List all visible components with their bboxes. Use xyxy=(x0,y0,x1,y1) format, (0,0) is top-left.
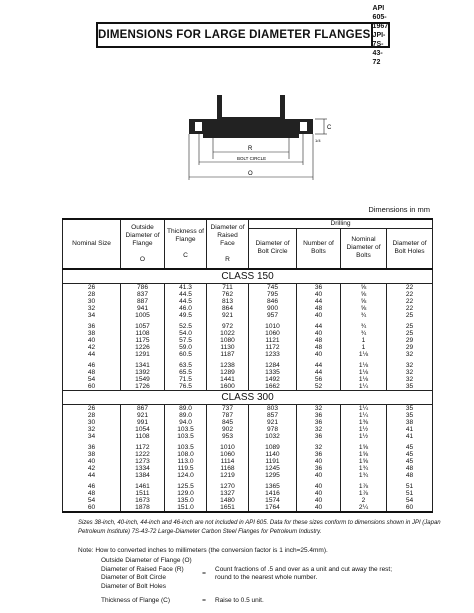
table-cell: 1673 xyxy=(121,497,165,504)
table-cell: 1461 xyxy=(121,483,165,490)
table-cell: 1416 xyxy=(249,490,297,497)
table-cell: 36 xyxy=(297,451,341,458)
table-cell: 786 xyxy=(121,283,165,291)
table-cell: 40 xyxy=(297,330,341,337)
table-cell: 25 xyxy=(387,312,433,319)
class-300-section xyxy=(63,390,433,512)
table-cell: 40 xyxy=(63,458,121,465)
col-thickness: Thickness of Flange C xyxy=(165,219,207,269)
table-cell: 60.5 xyxy=(165,351,207,358)
table-cell: 1 xyxy=(341,337,387,344)
thickness-label: Thickness of Flange (C) xyxy=(101,597,170,604)
table-cell: ¾ xyxy=(341,312,387,319)
table-row xyxy=(63,458,433,465)
table-cell: 44 xyxy=(297,298,341,305)
table-cell: 44 xyxy=(63,472,121,479)
table-cell: 1¾ xyxy=(341,472,387,479)
table-cell: 1289 xyxy=(207,369,249,376)
table-cell: 45 xyxy=(387,444,433,451)
table-cell: 745 xyxy=(249,283,297,291)
table-cell: 711 xyxy=(207,283,249,291)
table-cell: 1¾ xyxy=(341,465,387,472)
table-cell: 45 xyxy=(387,458,433,465)
table-cell: 1335 xyxy=(249,369,297,376)
table-cell: ⅝ xyxy=(341,291,387,298)
table-cell: 32 xyxy=(297,444,341,451)
table-cell: 2¼ xyxy=(341,504,387,512)
table-row xyxy=(63,504,433,512)
table-cell: 1384 xyxy=(121,472,165,479)
table-cell: 1⅞ xyxy=(341,490,387,497)
table-row xyxy=(63,298,433,305)
table-cell: 34 xyxy=(63,433,121,440)
table-row xyxy=(63,444,433,451)
table-row xyxy=(63,283,433,291)
table-row xyxy=(63,291,433,298)
class-150-section xyxy=(63,269,433,391)
table-cell: 1574 xyxy=(249,497,297,504)
conversion-rule-round: Count fractions of .5 and over as a unit and cut away the rest; round to the nearest whole number. xyxy=(215,565,393,581)
standard-jpi: JPI-7S-43-72 xyxy=(372,31,386,66)
table-cell: 1114 xyxy=(207,458,249,465)
table-row xyxy=(63,472,433,479)
table-cell: 51 xyxy=(387,490,433,497)
table-row xyxy=(63,483,433,490)
table-row xyxy=(63,376,433,383)
table-cell: 48 xyxy=(63,490,121,497)
table-cell: 40 xyxy=(63,337,121,344)
table-cell: 89.0 xyxy=(165,412,207,419)
table-cell: 44.5 xyxy=(165,298,207,305)
table-cell: 1¼ xyxy=(341,404,387,412)
dim-label-bolt-circle: BOLT CIRCLE xyxy=(237,156,267,161)
table-cell: 40 xyxy=(297,458,341,465)
table-cell: 63.5 xyxy=(165,362,207,369)
table-cell: 60 xyxy=(63,504,121,512)
table-cell: 25 xyxy=(387,323,433,330)
table-cell: 1187 xyxy=(207,351,249,358)
table-cell: 29 xyxy=(387,337,433,344)
table-cell: 103.5 xyxy=(165,426,207,433)
table-cell: 1⅛ xyxy=(341,351,387,358)
table-cell: 32 xyxy=(297,404,341,412)
table-row xyxy=(63,383,433,391)
table-cell: 30 xyxy=(63,298,121,305)
table-cell: 40 xyxy=(297,472,341,479)
table-cell: 837 xyxy=(121,291,165,298)
table-row xyxy=(63,323,433,330)
table-cell: 28 xyxy=(63,412,121,419)
table-cell: 1726 xyxy=(121,383,165,391)
table-cell: 900 xyxy=(249,305,297,312)
table-cell: 22 xyxy=(387,298,433,305)
table-cell: 1273 xyxy=(121,458,165,465)
table-cell: 36 xyxy=(297,412,341,419)
table-cell: 1⅝ xyxy=(341,444,387,451)
table-row xyxy=(63,305,433,312)
table-cell: 42 xyxy=(63,465,121,472)
table-cell: 29 xyxy=(387,344,433,351)
standard-reference xyxy=(372,4,389,66)
table-cell: 40 xyxy=(297,351,341,358)
table-cell: 26 xyxy=(63,404,121,412)
table-row xyxy=(63,330,433,337)
table-cell: 803 xyxy=(249,404,297,412)
table-row xyxy=(63,337,433,344)
table-cell: 48 xyxy=(387,472,433,479)
table-cell: 32 xyxy=(387,369,433,376)
table-cell: 1365 xyxy=(249,483,297,490)
dim-label-r: R xyxy=(248,146,253,152)
table-cell: 1 xyxy=(341,344,387,351)
table-row xyxy=(63,490,433,497)
table-cell: 44 xyxy=(297,362,341,369)
table-cell: 44 xyxy=(297,369,341,376)
table-cell: 34 xyxy=(63,312,121,319)
table-cell: 40 xyxy=(297,312,341,319)
table-cell: 25 xyxy=(387,330,433,337)
table-cell: 902 xyxy=(207,426,249,433)
table-cell: 60 xyxy=(387,504,433,512)
table-cell: 48 xyxy=(63,369,121,376)
table-cell: 1764 xyxy=(249,504,297,512)
table-cell: 795 xyxy=(249,291,297,298)
table-cell: 151.0 xyxy=(165,504,207,512)
conversion-note: Note: How to converted inches to millimeters (the conversion factor is 1 inch=25.4mm). xyxy=(78,547,328,554)
table-cell: 921 xyxy=(207,312,249,319)
table-cell: 867 xyxy=(121,404,165,412)
table-row xyxy=(63,419,433,426)
table-row xyxy=(63,412,433,419)
col-raised-face: Diameter of Raised Face R xyxy=(207,219,249,269)
table-cell: 32 xyxy=(387,351,433,358)
table-cell: 54.0 xyxy=(165,330,207,337)
table-cell: 1⅛ xyxy=(341,362,387,369)
table-cell: 1191 xyxy=(249,458,297,465)
table-cell: 48 xyxy=(297,337,341,344)
table-cell: 38 xyxy=(387,419,433,426)
table-cell: 32 xyxy=(63,305,121,312)
table-cell: 57.5 xyxy=(165,337,207,344)
table-cell: 135.0 xyxy=(165,497,207,504)
title-box xyxy=(96,4,390,66)
table-cell: 54 xyxy=(63,497,121,504)
table-cell: 76.5 xyxy=(165,383,207,391)
table-cell: 52 xyxy=(297,383,341,391)
table-cell: 972 xyxy=(207,323,249,330)
table-cell: 1233 xyxy=(249,351,297,358)
table-cell: 48 xyxy=(387,465,433,472)
table-row xyxy=(63,344,433,351)
table-cell: 1492 xyxy=(249,376,297,383)
table-cell: 864 xyxy=(207,305,249,312)
table-cell: 1222 xyxy=(121,451,165,458)
flange-dimensions-table xyxy=(62,218,433,515)
table-cell: 1441 xyxy=(207,376,249,383)
table-cell: 41.3 xyxy=(165,283,207,291)
col-bolt-hole-diameter: Diameter of Bolt Holes xyxy=(387,229,433,269)
table-cell: 813 xyxy=(207,298,249,305)
table-row xyxy=(63,312,433,319)
table-cell: 1140 xyxy=(249,451,297,458)
table-cell: 44.5 xyxy=(165,291,207,298)
table-cell: 941 xyxy=(121,305,165,312)
table-cell: 40 xyxy=(297,490,341,497)
table-cell: 1245 xyxy=(249,465,297,472)
table-cell: 1022 xyxy=(207,330,249,337)
table-cell: 49.5 xyxy=(165,312,207,319)
table-cell: 35 xyxy=(387,412,433,419)
table-cell: 1⅝ xyxy=(341,458,387,465)
table-cell: ¾ xyxy=(341,330,387,337)
table-cell: 40 xyxy=(297,504,341,512)
table-cell: 26 xyxy=(63,283,121,291)
table-cell: 2 xyxy=(341,497,387,504)
table-row xyxy=(63,369,433,376)
table-row xyxy=(63,426,433,433)
table-cell: 46 xyxy=(63,483,121,490)
table-cell: 1511 xyxy=(121,490,165,497)
table-cell: 119.5 xyxy=(165,465,207,472)
table-row xyxy=(63,465,433,472)
table-cell: 103.5 xyxy=(165,433,207,440)
table-cell: 1057 xyxy=(121,323,165,330)
table-cell: 1089 xyxy=(249,444,297,451)
table-cell: 1⅛ xyxy=(341,376,387,383)
table-cell: 857 xyxy=(249,412,297,419)
table-cell: 1392 xyxy=(121,369,165,376)
col-nominal-size: Nominal Size xyxy=(63,219,121,269)
table-cell: 1600 xyxy=(207,383,249,391)
table-cell: 42 xyxy=(63,344,121,351)
table-cell: 36 xyxy=(297,433,341,440)
table-cell: 129.0 xyxy=(165,490,207,497)
table-cell: 1⅜ xyxy=(341,419,387,426)
table-cell: 1121 xyxy=(249,337,297,344)
table-cell: 60 xyxy=(63,383,121,391)
table-cell: 1130 xyxy=(207,344,249,351)
table-cell: 1108 xyxy=(121,433,165,440)
table-cell: 52.5 xyxy=(165,323,207,330)
table-cell: 845 xyxy=(207,419,249,426)
table-cell: 1080 xyxy=(207,337,249,344)
table-cell: 1⅛ xyxy=(341,369,387,376)
conversion-rule-raise: Raise to 0.5 unit. xyxy=(215,597,264,604)
table-cell: 1108 xyxy=(121,330,165,337)
conversion-dimension-list: Outside Diameter of Flange (O) Diameter of Raised Face (R) Diameter of Bolt Circle Diameter of Bolt Holes xyxy=(101,557,192,590)
table-cell: 1172 xyxy=(121,444,165,451)
dim-label-o: O xyxy=(248,171,253,177)
table-cell: 762 xyxy=(207,291,249,298)
table-cell: 36 xyxy=(297,419,341,426)
table-cell: 56 xyxy=(297,376,341,383)
table-cell: 1226 xyxy=(121,344,165,351)
table-cell: 36 xyxy=(63,323,121,330)
table-cell: 737 xyxy=(207,404,249,412)
table-row xyxy=(63,451,433,458)
table-cell: 44 xyxy=(297,323,341,330)
table-cell: 30 xyxy=(63,419,121,426)
table-cell: 46 xyxy=(63,362,121,369)
col-group-drilling: Drilling xyxy=(249,219,433,229)
table-cell: 28 xyxy=(63,291,121,298)
dim-label-c: C xyxy=(327,125,332,131)
table-cell: 51 xyxy=(387,483,433,490)
col-nominal-bolt-diameter: Nominal Diameter of Bolts xyxy=(341,229,387,269)
table-cell: 94.0 xyxy=(165,419,207,426)
table-cell: 103.5 xyxy=(165,444,207,451)
table-cell: ⅝ xyxy=(341,283,387,291)
table-cell: 1878 xyxy=(121,504,165,512)
table-cell: 1010 xyxy=(207,444,249,451)
table-cell: 40 xyxy=(297,291,341,298)
table-cell: 22 xyxy=(387,291,433,298)
table-row xyxy=(63,433,433,440)
col-number-of-bolts: Number of Bolts xyxy=(297,229,341,269)
conversion-rules xyxy=(98,557,408,606)
table-cell: 89.0 xyxy=(165,404,207,412)
table-cell: 1005 xyxy=(121,312,165,319)
table-cell: 65.5 xyxy=(165,369,207,376)
table-row xyxy=(63,351,433,358)
table-cell: 108.0 xyxy=(165,451,207,458)
table-cell: 1½ xyxy=(341,426,387,433)
table-cell: ⅝ xyxy=(341,298,387,305)
table-cell: 36 xyxy=(297,465,341,472)
table-row xyxy=(63,362,433,369)
table-cell: 1175 xyxy=(121,337,165,344)
standard-api: API 605-1967 xyxy=(372,4,389,30)
table-cell: 991 xyxy=(121,419,165,426)
conversion-equals: = xyxy=(202,597,206,604)
table-cell: 71.5 xyxy=(165,376,207,383)
table-cell: 953 xyxy=(207,433,249,440)
table-cell: 38 xyxy=(63,330,121,337)
table-cell: 40 xyxy=(297,497,341,504)
table-cell: 32 xyxy=(63,426,121,433)
table-cell: 1291 xyxy=(121,351,165,358)
table-cell: 38 xyxy=(63,451,121,458)
table-cell: 1219 xyxy=(207,472,249,479)
col-bolt-circle: Diameter of Bolt Circle xyxy=(249,229,297,269)
table-cell: 44 xyxy=(63,351,121,358)
table-cell: 124.0 xyxy=(165,472,207,479)
table-cell: 48 xyxy=(297,305,341,312)
document-title: DIMENSIONS FOR LARGE DIAMETER FLANGES xyxy=(98,24,373,46)
table-cell: 1010 xyxy=(249,323,297,330)
conversion-equals: = xyxy=(202,569,206,577)
table-cell: 1⅝ xyxy=(341,451,387,458)
table-cell: 1⅞ xyxy=(341,483,387,490)
table-cell: 1¼ xyxy=(341,383,387,391)
sizes-footnote: Sizes 38-inch, 40-inch, 44-inch and 46-inch are not included in API 605. Data for these sizes conform to dimensions shown in JPI (Japan Petroleum Institute) 7S-43-72 Large-Diameter Carbon Steel Flanges for Petroleum Industry. xyxy=(78,520,441,535)
table-cell: 32 xyxy=(387,376,433,383)
col-outside-diameter: Outside Diameter of Flange O xyxy=(121,219,165,269)
table-cell: 1270 xyxy=(207,483,249,490)
table-cell: 113.0 xyxy=(165,458,207,465)
table-cell: 957 xyxy=(249,312,297,319)
table-cell: 36 xyxy=(63,444,121,451)
table-cell: 1238 xyxy=(207,362,249,369)
table-cell: 125.5 xyxy=(165,483,207,490)
table-cell: 1284 xyxy=(249,362,297,369)
table-cell: ⅝ xyxy=(341,305,387,312)
table-cell: 36 xyxy=(297,283,341,291)
table-cell: 32 xyxy=(297,426,341,433)
table-cell: 787 xyxy=(207,412,249,419)
table-cell: 54 xyxy=(387,497,433,504)
table-cell: 1295 xyxy=(249,472,297,479)
table-cell: 59.0 xyxy=(165,344,207,351)
table-cell: 1¼ xyxy=(341,412,387,419)
table-cell: 40 xyxy=(297,483,341,490)
table-cell: 921 xyxy=(121,412,165,419)
table-cell: 1480 xyxy=(207,497,249,504)
table-cell: 1341 xyxy=(121,362,165,369)
table-cell: 22 xyxy=(387,283,433,291)
table-cell: 1172 xyxy=(249,344,297,351)
table-cell: 1651 xyxy=(207,504,249,512)
table-cell: 978 xyxy=(249,426,297,433)
table-cell: 1060 xyxy=(207,451,249,458)
class-150-title: CLASS 150 xyxy=(63,269,433,284)
table-row xyxy=(63,404,433,412)
table-cell: 1327 xyxy=(207,490,249,497)
table-cell: 1334 xyxy=(121,465,165,472)
table-cell: 35 xyxy=(387,404,433,412)
table-cell: 1549 xyxy=(121,376,165,383)
table-row xyxy=(63,497,433,504)
table-cell: 46.0 xyxy=(165,305,207,312)
table-cell: 48 xyxy=(297,344,341,351)
table-cell: 45 xyxy=(387,451,433,458)
table-cell: 846 xyxy=(249,298,297,305)
table-cell: 1032 xyxy=(249,433,297,440)
table-cell: 41 xyxy=(387,433,433,440)
table-cell: 32 xyxy=(387,362,433,369)
units-note: Dimensions in mm xyxy=(368,205,430,214)
table-cell: 35 xyxy=(387,383,433,391)
table-cell: 41 xyxy=(387,426,433,433)
table-cell: 1662 xyxy=(249,383,297,391)
dim-label-quarter: 1/4 xyxy=(315,138,321,143)
table-cell: 1060 xyxy=(249,330,297,337)
table-cell: 887 xyxy=(121,298,165,305)
table-cell: ¾ xyxy=(341,323,387,330)
table-cell: 1168 xyxy=(207,465,249,472)
table-cell: 1054 xyxy=(121,426,165,433)
flange-cross-section-drawing xyxy=(175,92,335,187)
table-cell: 22 xyxy=(387,305,433,312)
table-cell: 1½ xyxy=(341,433,387,440)
class-300-title: CLASS 300 xyxy=(63,390,433,404)
table-cell: 54 xyxy=(63,376,121,383)
table-cell: 921 xyxy=(249,419,297,426)
